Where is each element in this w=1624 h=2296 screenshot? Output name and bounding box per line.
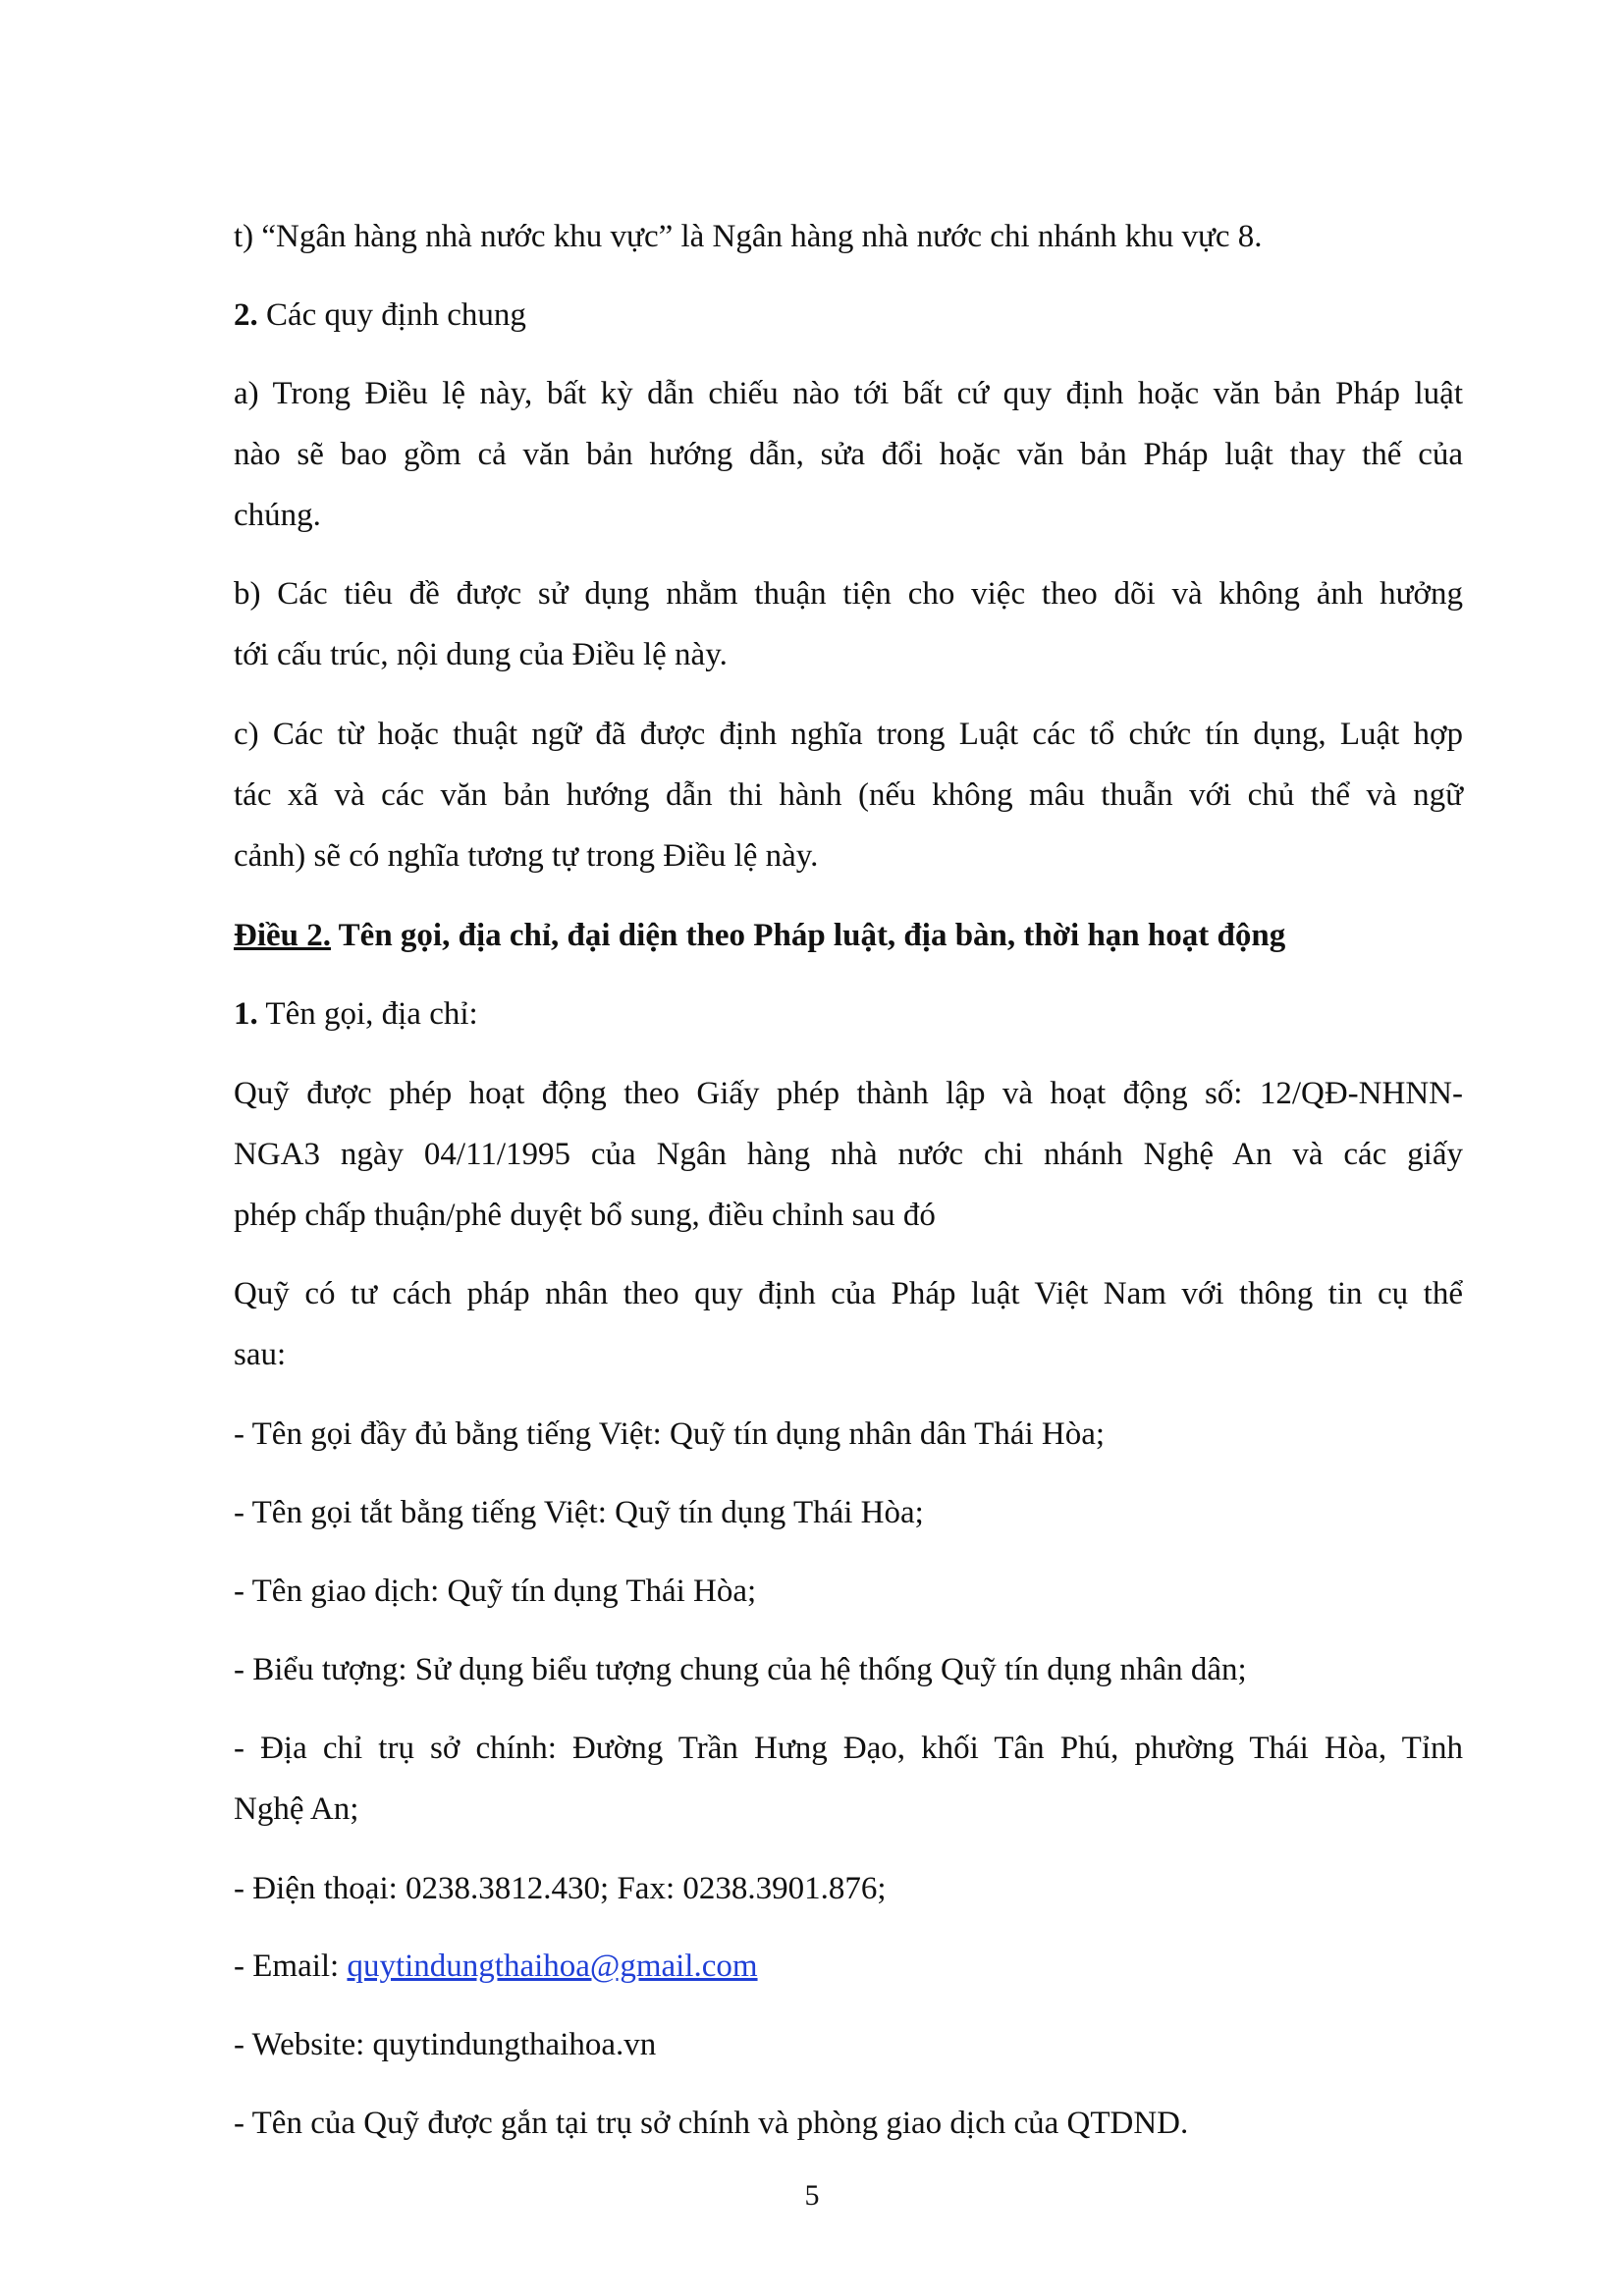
text-line: nào sẽ bao gồm cả văn bản hướng dẫn, sửa đổi hoặc văn bản Pháp luật thay thế của xyxy=(234,437,1463,472)
paragraph-license xyxy=(234,1063,1463,1246)
section-1-heading xyxy=(234,984,1463,1044)
paragraph-t xyxy=(234,206,1463,267)
paragraph-legal-entity xyxy=(234,1263,1463,1385)
item-short-name xyxy=(234,1482,1463,1543)
text-line: b) Các tiêu đề được sử dụng nhằm thuận tiện cho việc theo dõi và không ảnh hưởng xyxy=(234,576,1463,612)
page-number: 5 xyxy=(804,2179,820,2212)
article-label: Điều 2. xyxy=(234,918,331,953)
text-line: - Website: quytindungthaihoa.vn xyxy=(234,2027,657,2062)
section-number: 2. xyxy=(234,297,258,333)
text-line: sau: xyxy=(234,1337,287,1372)
item-signage xyxy=(234,2093,1463,2154)
item-trade-name xyxy=(234,1561,1463,1622)
item-logo xyxy=(234,1639,1463,1700)
paragraph-b xyxy=(234,563,1463,685)
section-title: Các quy định chung xyxy=(266,297,526,333)
text-line: tới cấu trúc, nội dung của Điều lệ này. xyxy=(234,637,728,672)
paragraph-a xyxy=(234,363,1463,546)
email-label: - Email: xyxy=(234,1949,348,1984)
text-line: - Địa chỉ trụ sở chính: Đường Trần Hưng Đạo, khối Tân Phú, phường Thái Hòa, Tỉnh xyxy=(234,1731,1463,1766)
section-number: 1. xyxy=(234,996,258,1032)
article-title: Tên gọi, địa chỉ, đại diện theo Pháp luật, địa bàn, thời hạn hoạt động xyxy=(338,918,1286,953)
text-line: Nghệ An; xyxy=(234,1791,359,1827)
text-line: NGA3 ngày 04/11/1995 của Ngân hàng nhà nước chi nhánh Nghệ An và các giấy xyxy=(234,1137,1463,1172)
item-address xyxy=(234,1718,1463,1840)
item-phone xyxy=(234,1858,1463,1919)
text-line: - Điện thoại: 0238.3812.430; Fax: 0238.3901.876; xyxy=(234,1871,887,1906)
text-line: Quỹ được phép hoạt động theo Giấy phép thành lập và hoạt động số: 12/QĐ-NHNN- xyxy=(234,1076,1463,1111)
text-line: Quỹ có tư cách pháp nhân theo quy định của Pháp luật Việt Nam với thông tin cụ thể xyxy=(234,1276,1463,1311)
text-line: chúng. xyxy=(234,498,321,533)
text-line: - Biểu tượng: Sử dụng biểu tượng chung của hệ thống Quỹ tín dụng nhân dân; xyxy=(234,1652,1247,1687)
text-line: t) “Ngân hàng nhà nước khu vực” là Ngân hàng nhà nước chi nhánh khu vực 8. xyxy=(234,219,1263,254)
item-full-name xyxy=(234,1404,1463,1465)
item-website xyxy=(234,2014,1463,2075)
text-line: tác xã và các văn bản hướng dẫn thi hành (nếu không mâu thuẫn với chủ thể và ngữ xyxy=(234,777,1463,813)
paragraph-c xyxy=(234,704,1463,886)
section-2-heading xyxy=(234,285,1463,346)
text-line: cảnh) sẽ có nghĩa tương tự trong Điều lệ này. xyxy=(234,838,819,874)
text-line: - Tên của Quỹ được gắn tại trụ sở chính và phòng giao dịch của QTDND. xyxy=(234,2106,1189,2141)
text-line: c) Các từ hoặc thuật ngữ đã được định nghĩa trong Luật các tổ chức tín dụng, Luật hợp xyxy=(234,717,1463,752)
email-link[interactable]: quytindungthaihoa@gmail.com xyxy=(347,1949,758,1984)
text-line: - Tên gọi tắt bằng tiếng Việt: Quỹ tín dụng Thái Hòa; xyxy=(234,1495,924,1530)
item-email xyxy=(234,1936,1463,1997)
text-line: - Tên gọi đầy đủ bằng tiếng Việt: Quỹ tín dụng nhân dân Thái Hòa; xyxy=(234,1416,1106,1452)
section-title: Tên gọi, địa chỉ: xyxy=(265,996,478,1032)
text-line: - Tên giao dịch: Quỹ tín dụng Thái Hòa; xyxy=(234,1574,757,1609)
text-line: phép chấp thuận/phê duyệt bổ sung, điều chỉnh sau đó xyxy=(234,1198,936,1233)
text-line: a) Trong Điều lệ này, bất kỳ dẫn chiếu nào tới bất cứ quy định hoặc văn bản Pháp luật xyxy=(234,376,1463,411)
article-2-heading xyxy=(234,905,1463,966)
